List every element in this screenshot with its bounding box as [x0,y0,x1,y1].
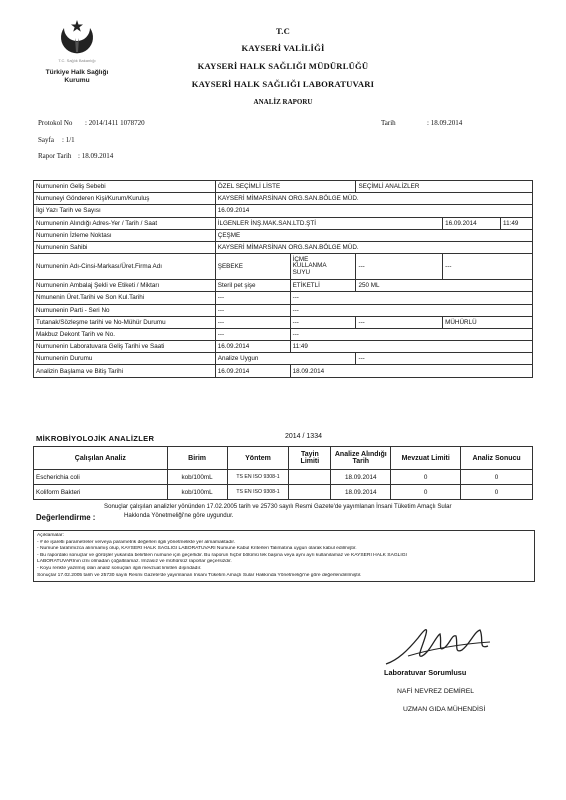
table-header-row [34,447,533,470]
info-label: Numunenin Sahibi [34,241,216,253]
notes-title: Açıklamalar: [37,533,64,538]
info-value: --- [356,254,443,280]
info-label: Numuneyi Gönderen Kişi/Kurum/Kuruluş [34,193,216,205]
info-value: KAYSERİ MİMARSİNAN ORG.SAN.BÖLGE MÜD. [215,193,532,205]
evaluation-line: Hakkında Yönetmeliği'ne göre uygundur. [124,511,234,519]
info-value: Steril pet şişe [215,280,290,292]
info-value [290,254,356,280]
info-value-line: KULLANMA [292,262,327,270]
info-value: 11:49 [290,341,532,353]
info-value: 16.09.2014 [443,217,501,229]
info-label: Numunenin İzleme Noktası [34,229,216,241]
protokol-label: Protokol No [38,119,73,127]
analysis-unit: kob/100mL [167,485,227,500]
info-value: 16.09.2014 [215,341,290,353]
info-value: 16.09.2014 [215,365,290,377]
info-value: SEÇİMLİ ANALİZLER [356,181,533,193]
info-value: --- [443,254,533,280]
signature-title: UZMAN GIDA MÜHENDİSİ [403,706,486,713]
analysis-unit: kob/100mL [167,470,227,485]
info-label: Numunenin Durumu [34,353,216,365]
logo-line-2: Kurumu [64,77,90,84]
info-label: Nmunenin Üret.Tarihi ve Son Kul.Tarihi [34,292,216,304]
col-header: Analiz Sonucu [461,447,533,470]
analysis-name: Escherichia coli [34,470,168,485]
info-label: İlgi Yazı Tarih ve Sayısı [34,205,216,217]
col-header: Yöntem [227,447,289,470]
note-line: - Bu rapordaki sonuçlar ve görüşler yukarıda belirtilen numune için geçerlidir. Bu raporun hiçbir bölümü tek başına veya aynı ayrı kullanılamaz ve KAYSERİ HALK SAĞLIĞI [37,552,407,558]
info-value: --- [290,328,532,340]
info-label: Tutanak/Sözleşme tarihi ve No-Mühür Durumu [34,316,216,328]
ministry-logo [42,18,112,82]
info-value: --- [215,304,290,316]
table-row [34,365,533,377]
analysis-date: 18.09.2014 [331,470,391,485]
info-value: --- [215,316,290,328]
header-tc: T.C [275,26,291,36]
table-row [34,241,533,253]
table-row [34,485,533,500]
protokol-value: : 2014/1411 1078720 [85,119,145,127]
info-label: Numunenin Adı-Cinsi-Markası/Üret.Firma Adı [34,254,216,280]
evaluation-line: Sonuçlar çalışılan analizler yönünden 17.02.2005 tarih ve 25730 sayılı Resmi Gazete'de yayımlanan İnsani Tüketim Amaçlı Sular [104,503,452,510]
note-line: - Koyu renkte yazılmış olan analiz sonuçları ilgili mevzuat limitleri dışındadır. [37,565,202,571]
sayfa-label: Sayfa [38,136,54,144]
sample-info-table [33,180,533,378]
info-label: Analizin Başlama ve Bitiş Tarihi [34,365,216,377]
handwritten-signature [378,620,498,670]
info-value: KAYSERİ MİMARSİNAN ORG.SAN.BÖLGE MÜD. [215,241,532,253]
regulation-limit: 0 [391,470,461,485]
tarih-value: : 18.09.2014 [427,119,463,127]
micro-section-title: MİKROBİYOLOJİK ANALİZLER [36,434,155,443]
crescent-star-icon [42,18,112,64]
analysis-result: 0 [461,485,533,500]
note-line: - Numune tarafımızca alınmamış olup, KAYSERİ HALK SAĞLIĞI LABORATUVARI Numune Kabul Kriterleri Talimatına uygun olarak kabul edilmiştir. [37,546,357,552]
regulation-limit: 0 [391,485,461,500]
info-value: İLGENLER İNŞ.MAK.SAN.LTD.ŞTİ [215,217,442,229]
info-value: ŞEBEKE [215,254,290,280]
info-value: --- [356,316,443,328]
analysis-limit [289,470,331,485]
info-value: --- [290,316,356,328]
col-header: Analize Alındığı Tarih [331,447,391,470]
report-title: ANALİZ RAPORU [253,98,313,106]
header-mudurluk: KAYSERİ HALK SAĞLIĞI MÜDÜRLÜĞÜ [197,61,369,71]
table-row [34,341,533,353]
analysis-result: 0 [461,470,533,485]
col-header: Birim [167,447,227,470]
table-row [34,181,533,193]
info-value: ÖZEL SEÇİMLİ LİSTE [215,181,356,193]
info-value: 11:49 [501,217,533,229]
note-line: LABORATUVARInın izni olmadan çoğaltılamaz. İmzasız ve mühürsüz raporlar geçersizdir. [37,559,232,565]
rapor-tarihi-label: Rapor Tarih [38,152,72,160]
info-value: 250 ML [356,280,533,292]
info-value: --- [215,292,290,304]
info-value-line: İÇME [292,255,309,263]
table-row [34,353,533,365]
info-value: --- [290,292,532,304]
table-row [34,292,533,304]
header-valilik: KAYSERİ VALİLİĞİ [241,43,325,53]
info-label: Numunenin Ambalaj Şekli ve Etiketi / Miktarı [34,280,216,292]
table-row [34,316,533,328]
info-value: ETİKETLİ [290,280,356,292]
note-line: Sonuçlar 17.02.2005 tarih ve 25730 sayılı Resmi Gazete'de yayımlanan İnsani Tüketim Amaçlı Sular Hakkında Yönetmeliği'ne göre değerlendirilmiştir. [37,572,362,578]
rapor-tarihi-value: : 18.09.2014 [78,152,114,160]
col-header: Tayin Limiti [289,447,331,470]
info-label: Numunenin Geliş Sebebi [34,181,216,193]
analysis-limit [289,485,331,500]
evaluation-text [104,503,534,520]
info-value-line: SUYU [292,268,311,276]
table-row [34,304,533,316]
sayfa-value: : 1/1 [62,136,75,144]
signature-name: NAFİ NEVREZ DEMİREL [397,688,475,695]
info-value: --- [215,328,290,340]
info-value: Analize Uygun [215,353,356,365]
table-row [34,328,533,340]
notes-box [33,530,535,582]
micro-code: 2014 / 1334 [285,433,322,440]
info-value: 18.09.2014 [290,365,532,377]
info-value: --- [290,304,532,316]
analysis-method: TS EN ISO 9308-1 [227,470,289,485]
analysis-date: 18.09.2014 [331,485,391,500]
table-row [34,205,533,217]
col-header: Çalışılan Analiz [34,447,168,470]
info-value: ÇEŞME [215,229,532,241]
tarih-label: Tarih [381,119,396,127]
info-label: Numunenin Alındığı Adres-Yer / Tarih / Saat [34,217,216,229]
info-label: Numunenin Parti - Seri No [34,304,216,316]
analysis-method: TS EN ISO 9308-1 [227,485,289,500]
note-line: - # ile işaretli parametreler ve/veya parametrik değerleri ilgili yönetmelikte yer almamaktadır. [37,539,236,545]
table-row [34,470,533,485]
info-value: --- [356,353,533,365]
info-value: MÜHÜRLÜ [443,316,533,328]
logo-line-1: Türkiye Halk Sağlığı [45,69,109,76]
analysis-table [33,446,533,500]
info-label: Numunenin Laboratuvara Geliş Tarihi ve Saati [34,341,216,353]
table-row [34,229,533,241]
analysis-name: Koliform Bakteri [34,485,168,500]
info-label: Makbuz Dekont Tarih ve No. [34,328,216,340]
svg-text:T.C. Sağlık Bakanlığı: T.C. Sağlık Bakanlığı [58,58,96,63]
evaluation-label: Değerlendirme : [36,513,96,522]
header-laboratuvar: KAYSERİ HALK SAĞLIĞI LABORATUVARI [191,79,375,89]
col-header: Mevzuat Limiti [391,447,461,470]
info-value: 16.09.2014 [215,205,532,217]
table-row [34,280,533,292]
table-row [34,193,533,205]
table-row [34,217,533,229]
table-row [34,254,533,280]
signature-role: Laboratuvar Sorumlusu [384,668,467,677]
